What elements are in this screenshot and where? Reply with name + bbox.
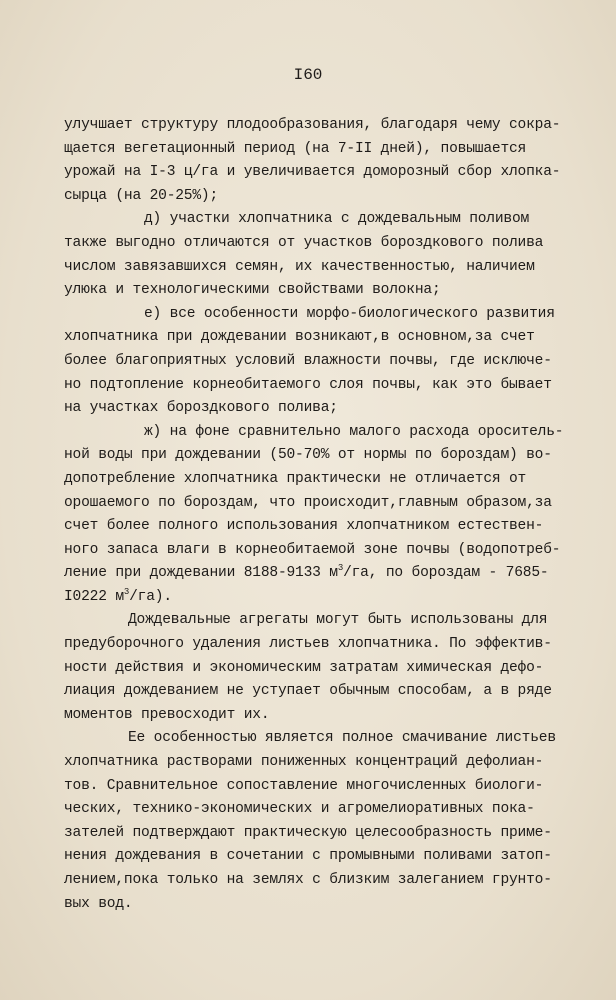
text-line: орошаемого по бороздам, что происходит,главным образом,за bbox=[64, 494, 552, 511]
text-line: ности действия и экономическим затратам химическая дефо- bbox=[64, 659, 544, 676]
text-line: хлопчатника растворами пониженных концентраций дефолиан- bbox=[64, 754, 544, 771]
superscript: 3 bbox=[123, 586, 130, 597]
text-line: ж) на фоне сравнительно малого расхода ороситель- bbox=[144, 423, 564, 440]
text-line: сырца (на 20-25%); bbox=[64, 187, 219, 204]
page-number: I60 bbox=[293, 66, 323, 84]
text-segment: /га, по бороздам - 7685- bbox=[343, 565, 549, 582]
text-line: ного запаса влаги в корнеобитаемой зоне почвы (водопотреб- bbox=[64, 541, 561, 558]
text-line: тов. Сравнительное сопоставление многочисленных биологи- bbox=[64, 777, 544, 794]
text-line: более благоприятных условий влажности почвы, где исключе- bbox=[64, 352, 552, 369]
text-segment: I0222 м bbox=[64, 588, 124, 605]
text-line: е) все особенности морфо-биологического развития bbox=[144, 305, 555, 322]
text-line: щается вегетационный период (на 7-II дней), повышается bbox=[64, 140, 527, 157]
text-line: хлопчатника при дождевании возникают,в основном,за счет bbox=[64, 329, 535, 346]
text-line: улучшает структуру плодообразования, благодаря чему сокра- bbox=[64, 117, 561, 133]
text-line: Ее особенностью является полное смачивание листьев bbox=[128, 730, 556, 747]
text-line: предуборочного удаления листьев хлопчатника. По эффектив- bbox=[64, 636, 552, 653]
text-segment: /га). bbox=[129, 588, 172, 605]
text-line: лиация дождеванием не уступает обычным способам, а в ряде bbox=[64, 683, 552, 700]
text-line: зателей подтверждают практическую целесообразность приме- bbox=[64, 824, 552, 841]
text-line: ной воды при дождевании (50-70% от нормы по бороздам) во- bbox=[64, 447, 552, 464]
text-line: вых вод. bbox=[64, 895, 133, 912]
text-line: Дождевальные агрегаты могут быть использованы для bbox=[128, 612, 548, 629]
text-line bbox=[64, 562, 584, 586]
body-text bbox=[64, 114, 584, 916]
text-line: допотребление хлопчатника практически не отличается от bbox=[64, 470, 527, 487]
text-line bbox=[64, 586, 584, 610]
text-line: числом завязавшихся семян, их качественностью, наличием bbox=[64, 258, 535, 275]
text-line: нения дождевания в сочетании с промывными поливами затоп- bbox=[64, 848, 552, 865]
text-line: урожай на I-3 ц/га и увеличивается доморозный сбор хлопка- bbox=[64, 164, 561, 181]
text-segment: ление при дождевании 8188-9133 м bbox=[64, 565, 338, 582]
text-line: но подтопление корнеобитаемого слоя почвы, как это бывает bbox=[64, 376, 552, 393]
text-line: счет более полного использования хлопчатником естествен- bbox=[64, 518, 544, 535]
text-line: также выгодно отличаются от участков бороздкового полива bbox=[64, 234, 544, 251]
superscript: 3 bbox=[337, 563, 344, 574]
text-line: ческих, технико-экономических и агромелиоративных пока- bbox=[64, 801, 535, 818]
text-line: улюка и технологическими свойствами волокна; bbox=[64, 282, 441, 299]
text-line: моментов превосходит их. bbox=[64, 706, 270, 723]
text-line: на участках бороздкового полива; bbox=[64, 400, 338, 417]
text-line: д) участки хлопчатника с дождевальным поливом bbox=[144, 211, 530, 228]
text-line: лением,пока только на землях с близким залеганием грунто- bbox=[64, 872, 552, 888]
